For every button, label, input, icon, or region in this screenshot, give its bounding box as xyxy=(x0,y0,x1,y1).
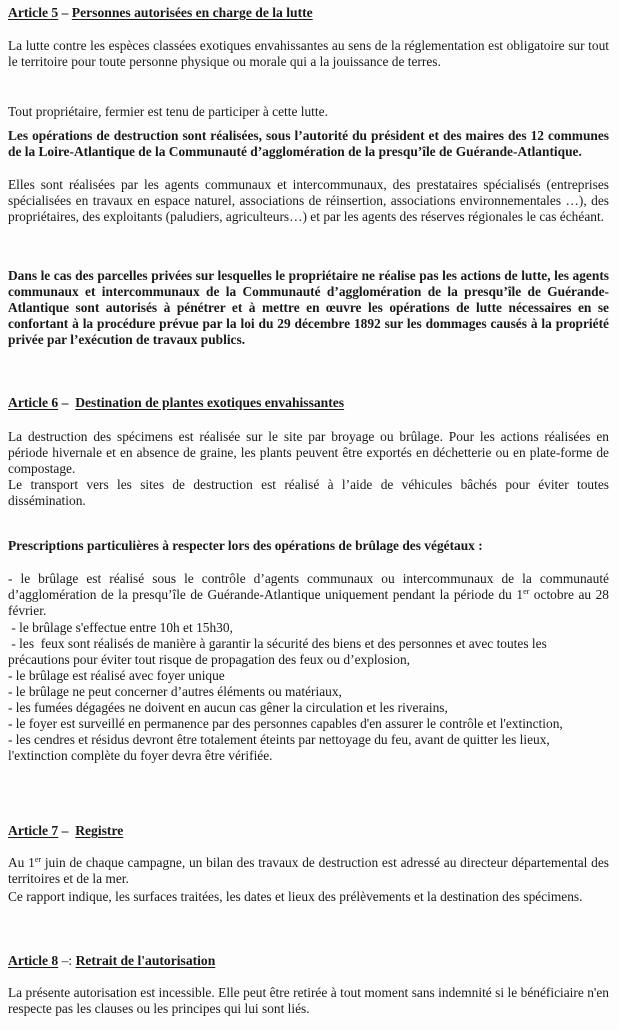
prescription-item: - le brûlage est réalisé avec foyer unique xyxy=(8,668,225,683)
article-7-heading xyxy=(8,823,609,839)
article-7-paragraph-2: Ce rapport indique, les surfaces traitées, les dates et lieux des prélèvements et la destination des spécimens. xyxy=(8,889,583,904)
heading-separator: – xyxy=(58,395,76,410)
article-5-paragraph-2: Tout propriétaire, fermier est tenu de participer à cette lutte. xyxy=(8,104,328,119)
prescription-item: - le foyer est surveillé en permanence par des personnes capables d'en assurer le contrôle et l'extinction, xyxy=(8,716,563,731)
article-5-paragraph-5: Dans le cas des parcelles privées sur lesquelles le propriétaire ne réalise pas les actions de lutte, les agents communaux et intercommunaux de la Communauté d’agglomération de la presqu’île de Guérande-Atlantique sont autorisés à pénétrer et à mettre en œuvre les opérations de lutte nécessaires en se confortant à la procédure prévue par la loi du 29 décembre 1892 sur les dommages causés à la propriété privée par l’exécution de travaux publics. xyxy=(8,268,609,347)
article-label: Article 7 xyxy=(8,823,59,838)
article-title: Retrait de l'autorisation xyxy=(75,953,216,968)
prescription-text: - le brûlage est réalisé sous le contrôle d’agents communaux ou intercommunaux de la communauté d’agglomération de la presqu’île de Guérande-Atlantique uniquement pendant la période du 1 xyxy=(8,571,609,602)
article-8-heading xyxy=(8,953,609,969)
prescription-item: - les cendres et résidus devront être totalement éteints par nettoyage du feu, avant de quitter les lieux, l'extinction complète du foyer devra être vérifiée. xyxy=(8,732,550,763)
article-label: Article 8 xyxy=(8,953,59,968)
prescriptions-heading: Prescriptions particulières à respecter lors des opérations de brûlage des végétaux : xyxy=(8,538,483,553)
ordinal-superscript: er xyxy=(523,587,530,596)
article-6-heading xyxy=(8,395,609,411)
heading-separator: – xyxy=(58,823,76,838)
heading-separator: – xyxy=(58,5,72,20)
article-5-heading xyxy=(8,5,609,21)
article-5-paragraph-4: Elles sont réalisées par les agents communaux et intercommunaux, des prestataires spécialisés (entreprises spécialisées en travaux en espace naturel, associations de réinsertion, associations environnementales …), des propriétaires, des exploitants (paludiers, agriculteurs…) et par les agents des réserves régionales le cas échéant. xyxy=(8,177,609,224)
article-8-paragraph-1: La présente autorisation est incessible. Elle peut être retirée à tout moment sans indemnité si le bénéficiaire n'en respecte pas les clauses ou les principes qui lui sont liés. xyxy=(8,985,609,1016)
prescription-item: - les feux sont réalisés de manière à garantir la sécurité des biens et des personnes et avec toutes les précautions pour éviter tout risque de propagation des feux ou d’explosion, xyxy=(8,636,551,667)
article-label: Article 6 xyxy=(8,395,59,410)
article-title: Destination de plantes exotiques envahissantes xyxy=(75,395,345,410)
article-7-paragraph-1 xyxy=(8,855,609,887)
prescription-item-first xyxy=(8,571,609,619)
article-5-paragraph-3: Les opérations de destruction sont réalisées, sous l’autorité du président et des maires des 12 communes de la Loire-Atlantique de la Communauté d’agglomération de la presqu’île de Guérande-Atlantique. xyxy=(8,128,609,159)
article-6-paragraph-2: Le transport vers les sites de destruction est réalisé à l’aide de véhicules bâchés pour éviter toutes dissémination. xyxy=(8,477,609,508)
prescription-item: - les fumées dégagées ne doivent en aucun cas gêner la circulation et les riverains, xyxy=(8,700,448,715)
paragraph-text: Au 1 xyxy=(8,855,35,870)
ordinal-superscript: er xyxy=(34,855,42,864)
prescription-text: octobre au 28 février. xyxy=(8,587,609,618)
article-label: Article 5 xyxy=(8,5,59,20)
prescription-list xyxy=(8,620,609,764)
heading-separator: –: xyxy=(58,953,76,968)
article-title: Registre xyxy=(75,823,124,838)
article-5-paragraph-1: La lutte contre les espèces classées exotiques envahissantes au sens de la réglementation est obligatoire sur tout le territoire pour toute personne physique ou morale qui a la jouissance de terres. xyxy=(8,38,609,69)
prescription-item: - le brûlage s'effectue entre 10h et 15h30, xyxy=(8,620,233,635)
article-title: Personnes autorisées en charge de la lutte xyxy=(71,5,313,20)
paragraph-text: juin de chaque campagne, un bilan des travaux de destruction est adressé au directeur départemental des territoires et de la mer. xyxy=(8,855,609,886)
article-6-paragraph-1: La destruction des spécimens est réalisée sur le site par broyage ou brûlage. Pour les actions réalisées en période hivernale et en absence de graine, les plants peuvent être exportés en déchetterie ou en plate-forme de compostage. xyxy=(8,429,609,476)
prescription-item: - le brûlage ne peut concerner d’autres éléments ou matériaux, xyxy=(8,684,342,699)
